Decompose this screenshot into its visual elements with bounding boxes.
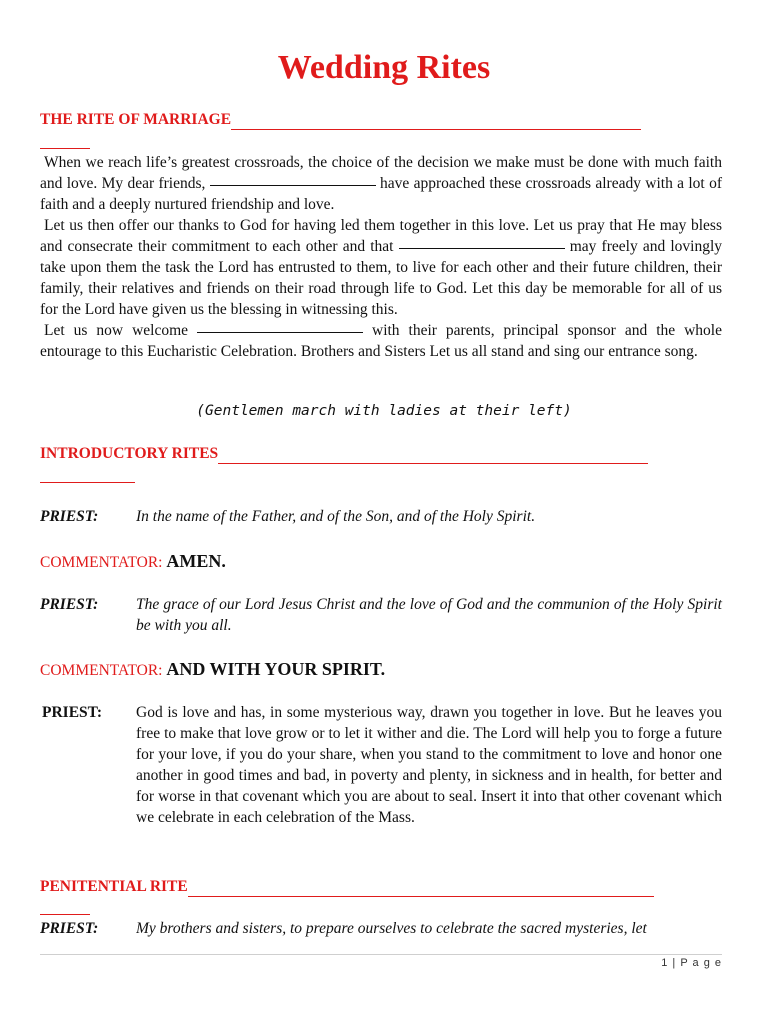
stage-direction: (Gentlemen march with ladies at their left) <box>196 403 572 419</box>
priest-text: My brothers and sisters, to prepare ourselves to celebrate the sacred mysteries, let <box>136 920 647 937</box>
page-number: 1 <box>661 957 669 969</box>
section-heading-introductory-rites <box>40 444 678 464</box>
response-text: AND WITH YOUR SPIRIT. <box>166 659 386 679</box>
heading-underline-tail <box>40 914 90 915</box>
speaker-label: PRIEST: <box>40 920 99 937</box>
heading-underline-tail <box>40 482 135 483</box>
marriage-intro-text <box>40 152 722 362</box>
response-text: AMEN. <box>166 551 226 571</box>
marriage-paragraph-1 <box>40 152 722 215</box>
heading-underline <box>188 895 654 897</box>
section-heading-penitential-rite <box>40 877 678 897</box>
name-blank <box>197 331 363 333</box>
paragraph-text: When we reach life’s greatest crossroads, the choice of the decision we make must be done with much faith and love. My dear friends, <box>40 154 722 192</box>
paragraph-text: with their parents, principal sponsor and the whole entourage to this Eucharistic Celebration. Brothers and Sisters Let us all stand and sing our entrance song. <box>40 322 722 360</box>
page-word: P a g e <box>680 957 722 969</box>
speaker-label: COMMENTATOR: <box>40 554 163 571</box>
footer-separator: | <box>668 957 681 969</box>
heading-underline <box>218 462 648 464</box>
document-title: Wedding Rites <box>277 49 491 86</box>
footer-divider <box>40 954 722 955</box>
speaker-label: PRIEST: <box>40 596 99 613</box>
section-heading-text: THE RITE OF MARRIAGE <box>40 111 232 128</box>
priest-text: In the name of the Father, and of the Son, and of the Holy Spirit. <box>136 508 536 525</box>
section-heading-text: INTRODUCTORY RITES <box>40 445 219 462</box>
priest-text: The grace of our Lord Jesus Christ and the love of God and the communion of the Holy Spirit be with you all. <box>136 596 722 634</box>
priest-text: God is love and has, in some mysterious way, drawn you together in love. But he leaves you free to make that love grow or to let it wither and die. The Lord will help you to forge a future for your love, if you do your share, when you stand to the commitment to love and honor one another in good times and bad, in poverty and plenty, in sickness and in health, for better and for worse in that covenant which you are about to seal. Insert it into that other covenant which we celebrate in each celebration of the Mass. <box>136 704 722 826</box>
speaker-label: COMMENTATOR: <box>40 662 163 679</box>
speaker-label: PRIEST: <box>40 508 99 525</box>
heading-underline <box>231 128 641 130</box>
paragraph-text: have approached these crossroads already with a lot of faith and a deeply nurtured friendship and love. <box>40 175 722 213</box>
marriage-paragraph-3 <box>40 320 722 362</box>
paragraph-text: Let us now welcome <box>44 322 198 339</box>
commentator-line-1 <box>40 549 226 575</box>
section-heading-text: PENITENTIAL RITE <box>40 878 188 895</box>
marriage-paragraph-2 <box>40 215 722 320</box>
paragraph-text: may freely and lovingly take upon them the task the Lord has entrusted to them, to live for each other and their future children, their family, their relatives and friends on their road through life to God. Let this day be memorable for all of us for the Lord have given us the blessing in witnessing this. <box>40 238 722 318</box>
heading-underline-tail <box>40 148 90 149</box>
page-footer <box>661 957 722 969</box>
section-heading-rite-of-marriage <box>40 110 678 130</box>
name-blank <box>399 247 565 249</box>
name-blank <box>210 184 376 186</box>
paragraph-text: Let us then offer our thanks to God for having led them together in this love. Let us pray that He may bless and consecrate their commitment to each other and that <box>40 217 722 255</box>
commentator-line-2 <box>40 657 385 683</box>
speaker-label: PRIEST: <box>42 704 103 721</box>
